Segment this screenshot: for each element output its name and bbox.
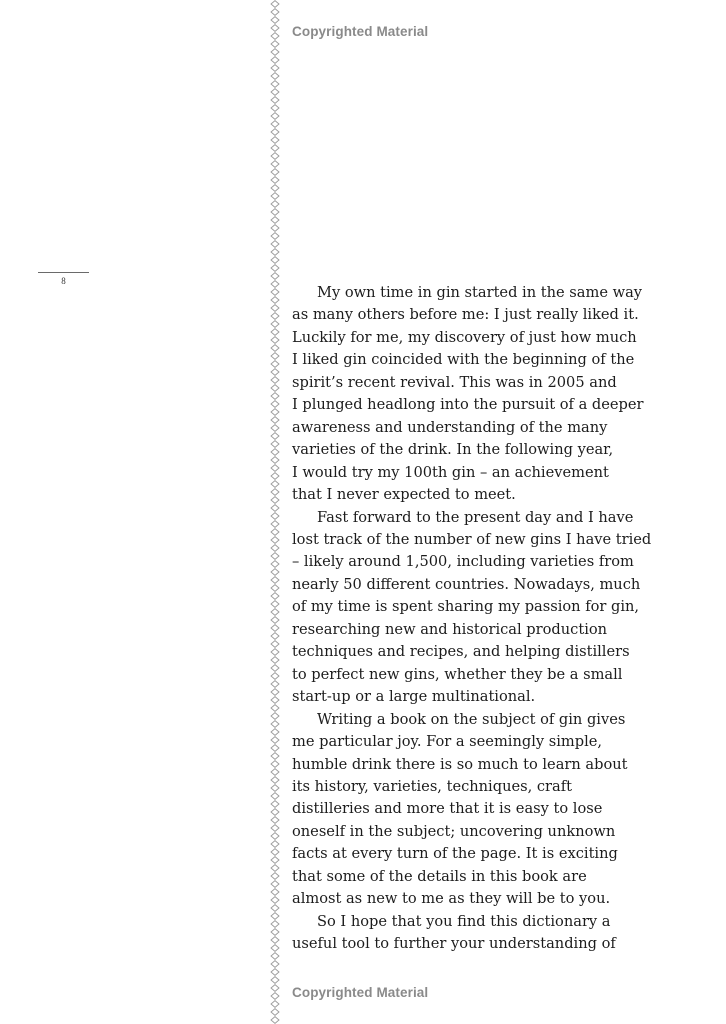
text-line: humble drink there is so much to learn about (292, 755, 628, 773)
paragraph-first-line: So I hope that you find this dictionary a (317, 912, 611, 930)
text-line: I liked gin coincided with the beginning of the (292, 351, 635, 369)
text-line: its history, varieties, techniques, craft (292, 777, 572, 795)
text-line: varieties of the drink. In the following year, (292, 441, 614, 459)
page-number: 8 (61, 276, 66, 286)
text-line: useful tool to further your understanding of (292, 935, 616, 953)
text-line: I would try my 100th gin – an achievement (292, 463, 609, 481)
text-line: to perfect new gins, whether they be a small (292, 665, 623, 683)
text-line: facts at every turn of the page. It is exciting (292, 845, 618, 863)
text-line: as many others before me: I just really liked it. (292, 306, 639, 324)
text-line: that I never expected to meet. (292, 486, 516, 504)
paragraph-first-line: Writing a book on the subject of gin gives (317, 710, 626, 728)
text-line: Luckily for me, my discovery of just how much (292, 328, 637, 346)
paragraph-first-line: Fast forward to the present day and I have (317, 508, 634, 526)
watermark-top: Copyrighted Material (292, 24, 429, 39)
text-line: spirit’s recent revival. This was in 2005 and (292, 373, 617, 391)
text-line: almost as new to me as they will be to you. (292, 890, 611, 908)
text-line: researching new and historical production (292, 620, 608, 638)
text-line: distilleries and more that it is easy to lose (292, 800, 603, 818)
text-line: awareness and understanding of the many (292, 418, 608, 436)
text-line: lost track of the number of new gins I have tried (292, 530, 652, 548)
text-line: that some of the details in this book are (292, 867, 587, 885)
paragraph-first-line: My own time in gin started in the same way (317, 284, 643, 301)
page-number-rule (38, 272, 89, 273)
text-line: oneself in the subject; uncovering unknown (292, 822, 616, 840)
text-line: nearly 50 different countries. Nowadays, much (292, 575, 641, 593)
body-text (292, 282, 660, 956)
text-line: – likely around 1,500, including varieties from (292, 553, 634, 571)
text-line: me particular joy. For a seemingly simple, (292, 733, 603, 751)
text-line: of my time is spent sharing my passion for gin, (292, 598, 640, 616)
text-line: I plunged headlong into the pursuit of a deeper (292, 396, 644, 414)
text-line: techniques and recipes, and helping distillers (292, 643, 630, 661)
binding-chain-ornament (268, 0, 282, 1024)
text-line: start-up or a large multinational. (292, 688, 536, 706)
watermark-bottom: Copyrighted Material (292, 985, 429, 1000)
